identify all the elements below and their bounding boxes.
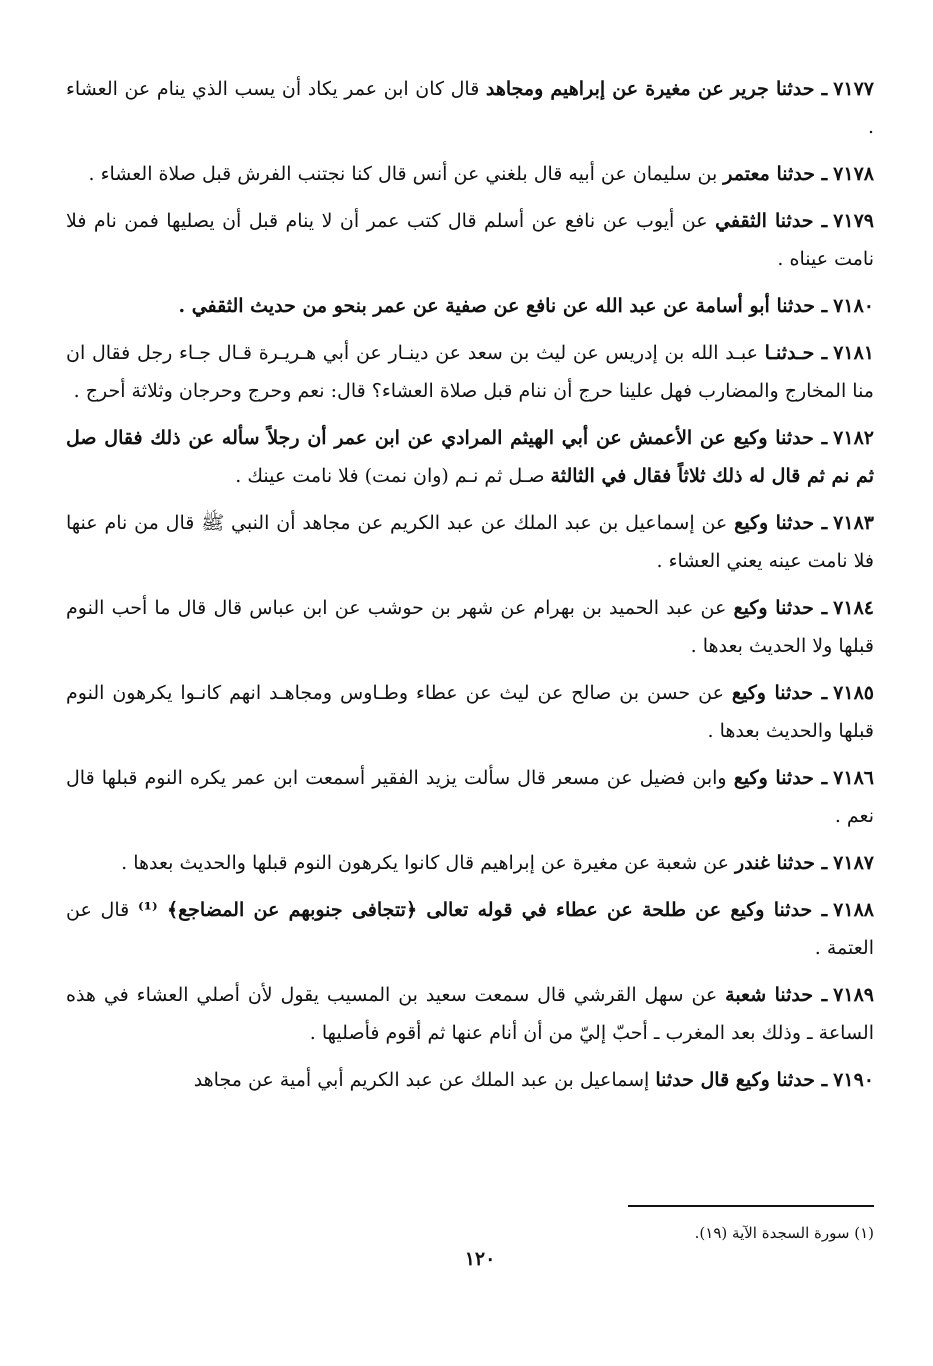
hadith-text: وابن فضيل عن مسعر قال سألت يزيد الفقير أسمعت ابن عمر يكره النوم قبلها قال نعم . (66, 767, 874, 827)
hadith-number: ٧١٧٩ (833, 210, 874, 232)
hadith-text: عن أيوب عن نافع عن أسلم قال كتب عمر أن لا ينام قبل أن يصليها فمن نام فلا نامت عيناه . (66, 210, 874, 270)
hadith-chain: ـ حدثنا وكيع (733, 597, 828, 619)
hadith-text: عن إسماعيل بن عبد الملك عن عبد الكريم عن مجاهد أن النبي ﷺ قال من نام عنها فلا نامت عينه يعني العشاء . (66, 512, 874, 572)
hadith-entry (66, 334, 874, 410)
hadith-chain: ـ حـدثنـا (764, 342, 828, 364)
hadith-entry (66, 759, 874, 835)
hadith-chain: ـ حدثنا وكيع (733, 767, 828, 789)
hadith-number: ٧١٩٠ (833, 1069, 874, 1091)
hadith-text: قال كان ابن عمر يكاد أن يسب الذي ينام عن العشاء . (66, 78, 874, 138)
hadith-text: إسماعيل بن عبد الملك عن عبد الكريم أبي أمية عن مجاهد (193, 1069, 650, 1091)
hadith-entry (66, 155, 874, 193)
footnote-divider (628, 1205, 874, 1207)
hadith-chain: ـ حدثنا غندر (735, 852, 828, 874)
hadith-entry (66, 844, 874, 882)
hadith-entry (66, 1061, 874, 1099)
hadith-number: ٧١٨٤ (833, 597, 874, 619)
page-number: ١٢٠ (464, 1248, 496, 1270)
hadith-chain: ـ حدثنا الثقفي (715, 210, 828, 232)
footnote: (١) سورة السجدة الآية (١٩). (694, 1224, 874, 1242)
hadith-text: عن سهل القرشي قال سمعت سعيد بن المسيب يقول لأن أصلي العشاء في هذه الساعة ـ وذلك بعد المغرب ـ أحبّ إليّ من أن أنام عنها ثم أقوم فأصليها . (66, 984, 874, 1044)
hadith-text: عن حسن بن صالح عن ليث عن عطاء وطـاوس ومجاهـد انهم كانـوا يكرهون النوم قبلها والحديث بعدها . (66, 682, 874, 742)
hadith-entry (66, 202, 874, 278)
hadith-text: عبـد الله بن إدريس عن ليث بن سعد عن دينـار عن أبي هـريـرة قـال جـاء رجل فقال ان منا المخارج والمضارب فهل علينا حرج أن ننام قبل صلاة العشاء؟ قال: نعم وحرج وحرجان وثلاثة أحرج . (66, 342, 874, 402)
hadith-chain: ـ حدثنا جرير عن مغيرة عن إبراهيم ومجاهد (485, 78, 828, 100)
hadith-number: ٧١٨٨ (833, 899, 874, 921)
hadith-number: ٧١٧٨ (833, 163, 874, 185)
hadith-text: عن عبد الحميد بن بهرام عن شهر بن حوشب عن ابن عباس قال قال ما أحب النوم قبلها ولا الحديث بعدها . (66, 597, 874, 657)
hadith-text: صـل ثم نـم (وان نمت) فلا نامت عينك . (235, 465, 545, 487)
hadith-number: ٧١٨٠ (833, 295, 874, 317)
hadith-entry (66, 674, 874, 750)
hadith-chain: ـ حدثنا وكيع قال حدثنا (655, 1069, 828, 1091)
hadith-number: ٧١٨٥ (833, 682, 874, 704)
hadith-entry (66, 287, 874, 325)
hadith-text: قال عن العتمة . (66, 899, 874, 959)
hadith-entry (66, 70, 874, 146)
hadith-number: ٧١٨١ (833, 342, 875, 364)
hadith-chain: ـ حدثنا أبو أسامة عن عبد الله عن نافع عن صفية عن عمر بنحو من حديث الثقفي . (178, 295, 828, 317)
hadith-entry (66, 891, 874, 967)
page-body (66, 70, 874, 1108)
hadith-text: بن سليمان عن أبيه قال بلغني عن أنس قال كنا نجتنب الفرش قبل صلاة العشاء . (88, 163, 718, 185)
hadith-chain: ـ حدثنا معتمر (723, 163, 828, 185)
hadith-entry (66, 419, 874, 495)
hadith-number: ٧١٨٢ (833, 427, 874, 449)
hadith-number: ٧١٧٧ (833, 78, 875, 100)
hadith-entry (66, 504, 874, 580)
hadith-chain: ـ حدثنا وكيع (734, 512, 828, 534)
hadith-entry (66, 589, 874, 665)
hadith-number: ٧١٨٧ (833, 852, 874, 874)
hadith-chain: ـ حدثنا وكيع عن طلحة عن عطاء في قوله تعالى ﴿تتجافى جنوبهم عن المضاجع﴾ ⁽¹⁾ (137, 899, 828, 921)
hadith-chain: ـ حدثنا وكيع عن الأعمش عن أبي الهيثم المرادي عن ابن عمر أن رجلاً سأله عن ذلك فقال صل ثم نم ثم قال له ذلك ثلاثاً فقال في الثالثة (66, 427, 874, 487)
hadith-number: ٧١٨٦ (833, 767, 874, 789)
hadith-chain: ـ حدثنا شعبة (725, 984, 828, 1006)
hadith-number: ٧١٨٣ (833, 512, 874, 534)
hadith-number: ٧١٨٩ (833, 984, 874, 1006)
hadith-chain: ـ حدثنا وكيع (731, 682, 828, 704)
hadith-text: عن شعبة عن مغيرة عن إبراهيم قال كانوا يكرهون النوم قبلها والحديث بعدها . (121, 852, 729, 874)
hadith-entry (66, 976, 874, 1052)
